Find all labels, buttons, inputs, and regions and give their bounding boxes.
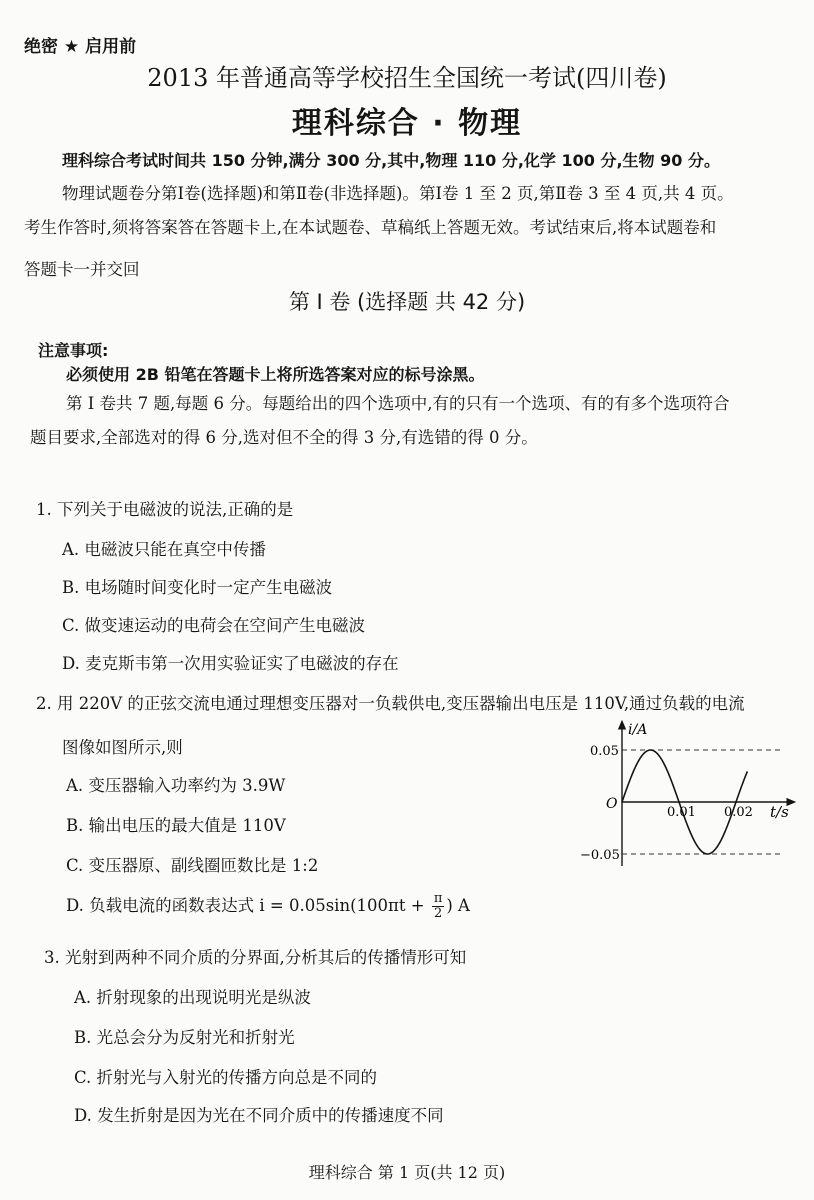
option-d-suffix: ) A bbox=[446, 896, 470, 915]
option-d-prefix: D. 负载电流的函数表达式 i = 0.05sin(100πt + bbox=[66, 896, 430, 915]
intro-line-3: 考生作答时,须将答案答在答题卡上,在本试题卷、草稿纸上答题无效。考试结束后,将本试题卷和 bbox=[24, 218, 717, 237]
question-2-stem: 2. 用 220V 的正弦交流电通过理想变压器对一负载供电,变压器输出电压是 110V,通过负载的电流 bbox=[36, 694, 745, 713]
question-1-option-a: A. 电磁波只能在真空中传播 bbox=[62, 540, 266, 559]
current-time-graph bbox=[570, 716, 810, 876]
question-3-option-a: A. 折射现象的出现说明光是纵波 bbox=[74, 988, 311, 1007]
origin-label: O bbox=[606, 796, 618, 812]
y-max-label: 0.05 bbox=[590, 744, 619, 759]
x-axis-label: t/s bbox=[770, 803, 789, 821]
intro-line-1: 理科综合考试时间共 150 分钟,满分 300 分,其中,物理 110 分,化学 100 分,生物 90 分。 bbox=[62, 151, 720, 170]
question-2-option-d bbox=[66, 892, 470, 921]
question-2-stem-cont: 图像如图所示,则 bbox=[62, 738, 183, 757]
question-3-option-c: C. 折射光与入射光的传播方向总是不同的 bbox=[74, 1068, 378, 1087]
confidential-mark: 绝密 ★ 启用前 bbox=[24, 37, 137, 57]
page-footer: 理科综合 第 1 页(共 12 页) bbox=[308, 1163, 506, 1182]
notice-heading: 注意事项: bbox=[38, 341, 109, 360]
pi-over-2-fraction bbox=[432, 892, 445, 921]
question-3-option-b: B. 光总会分为反射光和折射光 bbox=[74, 1028, 295, 1047]
intro-line-2: 物理试题卷分第Ⅰ卷(选择题)和第Ⅱ卷(非选择题)。第Ⅰ卷 1 至 2 页,第Ⅱ卷 3 至 4 页,共 4 页。 bbox=[62, 184, 734, 203]
exam-title: 2013 年普通高等学校招生全国统一考试(四川卷) bbox=[147, 64, 667, 92]
question-1-option-d: D. 麦克斯韦第一次用实验证实了电磁波的存在 bbox=[62, 654, 399, 673]
y-min-label: −0.05 bbox=[580, 848, 620, 863]
question-1-stem: 1. 下列关于电磁波的说法,正确的是 bbox=[36, 500, 294, 519]
subject-title: 理科综合 · 物理 bbox=[291, 106, 523, 141]
section-title: 第 I 卷 (选择题 共 42 分) bbox=[288, 290, 526, 314]
fraction-numerator: π bbox=[433, 891, 443, 906]
question-2-option-a: A. 变压器输入功率约为 3.9W bbox=[66, 776, 286, 795]
question-1-option-b: B. 电场随时间变化时一定产生电磁波 bbox=[62, 578, 333, 597]
intro-line-4: 答题卡一并交回 bbox=[24, 260, 140, 279]
question-2-option-b: B. 输出电压的最大值是 110V bbox=[66, 816, 286, 835]
fraction-denominator: 2 bbox=[433, 906, 443, 921]
question-2-option-c: C. 变压器原、副线圈匝数比是 1:2 bbox=[66, 856, 319, 875]
notice-line-2: 第 Ⅰ 卷共 7 题,每题 6 分。每题给出的四个选项中,有的只有一个选项、有的有多个选项符合 bbox=[66, 394, 730, 413]
notice-line-3: 题目要求,全部选对的得 6 分,选对但不全的得 3 分,有选错的得 0 分。 bbox=[30, 428, 538, 447]
question-3-option-d: D. 发生折射是因为光在不同介质中的传播速度不同 bbox=[74, 1106, 444, 1125]
x-tick-label-2: 0.02 bbox=[724, 805, 753, 820]
notice-line-1: 必须使用 2B 铅笔在答题卡上将所选答案对应的标号涂黑。 bbox=[66, 365, 485, 384]
x-tick-label-1: 0.01 bbox=[667, 805, 696, 820]
y-axis-label: i/A bbox=[628, 722, 648, 738]
question-1-option-c: C. 做变速运动的电荷会在空间产生电磁波 bbox=[62, 616, 366, 635]
question-3-stem: 3. 光射到两种不同介质的分界面,分析其后的传播情形可知 bbox=[44, 948, 467, 967]
